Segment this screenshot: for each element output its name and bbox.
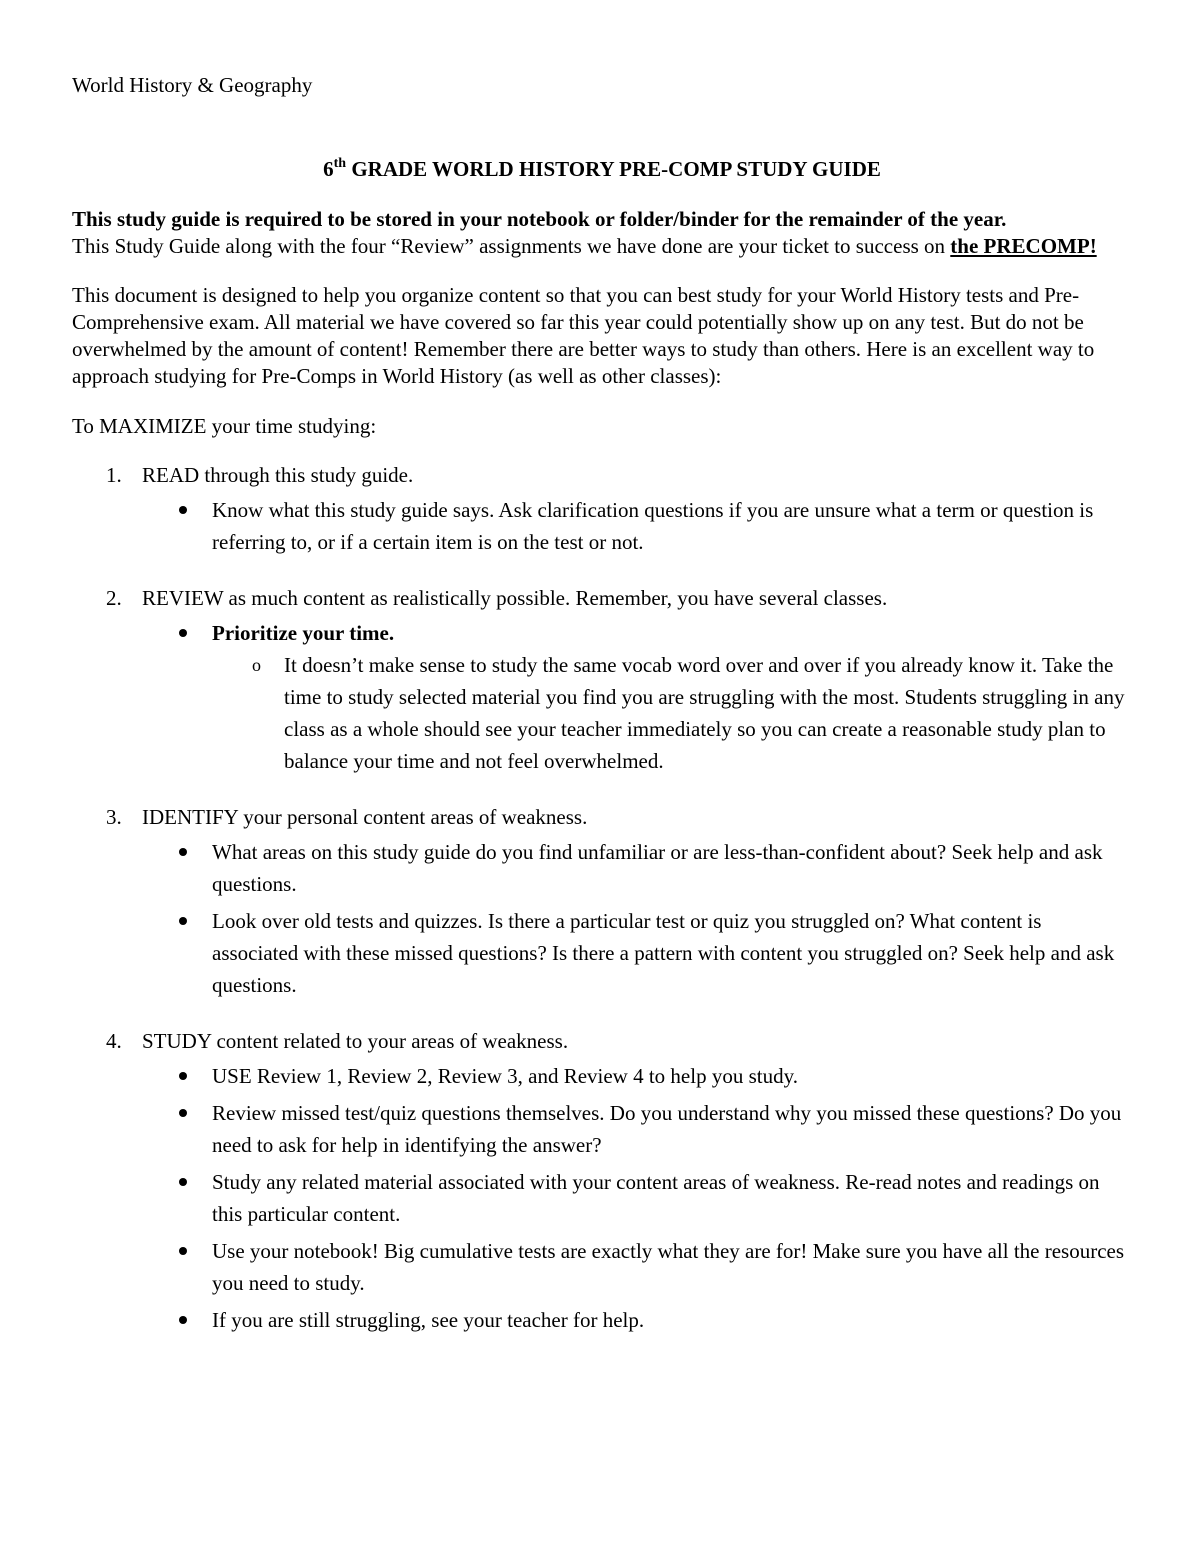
list-item: [212, 1166, 1132, 1230]
bullet-icon: [179, 917, 187, 925]
list-item: [212, 836, 1132, 900]
step-number: 4.: [106, 1029, 122, 1053]
step-1: [72, 462, 1132, 489]
maximize-line: To MAXIMIZE your time studying:: [72, 414, 377, 438]
bullet-text: Prioritize your time.: [212, 621, 395, 645]
step-3-bullets: [72, 836, 1132, 1001]
step-number: 2.: [106, 586, 122, 610]
bullet-text: Use your notebook! Big cumulative tests are exactly what they are for! Make sure you have all the resources you need to study.: [212, 1239, 1125, 1295]
step-number: 3.: [106, 805, 122, 829]
bullet-text: Review missed test/quiz questions themselves. Do you understand why you missed these questions? Do you need to ask for help in identifying the answer?: [212, 1101, 1122, 1157]
step-2: [72, 585, 1132, 612]
step-text: READ through this study guide.: [142, 463, 414, 487]
step-text: IDENTIFY your personal content areas of weakness.: [142, 805, 588, 829]
step-4: [72, 1028, 1132, 1055]
page-title: [72, 154, 1132, 184]
precomp-emphasis: the PRECOMP!: [950, 234, 1097, 258]
step-1-bullets: [72, 494, 1132, 558]
intro-paragraph: [72, 206, 1132, 260]
step-3: [72, 804, 1132, 831]
step-text: STUDY content related to your areas of weakness.: [142, 1029, 569, 1053]
grade-suffix: th: [333, 156, 347, 171]
list-item: [212, 1304, 1132, 1336]
course-header: World History & Geography: [72, 73, 313, 97]
bullet-text: If you are still struggling, see your teacher for help.: [212, 1308, 645, 1332]
grade-number: 6: [323, 157, 334, 181]
step-2-bullets: [72, 617, 1132, 777]
bullet-text: USE Review 1, Review 2, Review 3, and Review 4 to help you study.: [212, 1064, 798, 1088]
list-item: [212, 1060, 1132, 1092]
title-text: GRADE WORLD HISTORY PRE-COMP STUDY GUIDE: [346, 157, 881, 181]
intro-bold-sentence: This study guide is required to be stored in your notebook or folder/binder for the remainder of the year.: [72, 207, 1007, 231]
step-4-bullets: [72, 1060, 1132, 1336]
list-item: [212, 1235, 1132, 1299]
bullet-text: Look over old tests and quizzes. Is there a particular test or quiz you struggled on? What content is associated with these missed questions? Is there a pattern with content you struggled on? Seek help and ask questions.: [212, 909, 1115, 997]
circle-bullet-icon: o: [252, 655, 261, 675]
bullet-icon: [179, 1072, 187, 1080]
sub-bullet-text: It doesn’t make sense to study the same vocab word over and over if you already know it. Take the time to study selected material you find you are struggling with the most. Students struggling in any class as a whole should see your teacher immediately so you can create a reasonable study plan to balance your time and not feel overwhelmed.: [284, 653, 1125, 773]
bullet-icon: [179, 848, 187, 856]
bullet-icon: [179, 506, 187, 514]
list-item: [212, 905, 1132, 1001]
sub-list-item: [252, 649, 1132, 777]
bullet-text: Study any related material associated with your content areas of weakness. Re-read notes and readings on this particular content.: [212, 1170, 1100, 1226]
step-number: 1.: [106, 463, 122, 487]
step-2-subbullets: [212, 649, 1132, 777]
bullet-icon: [179, 1247, 187, 1255]
bullet-text: Know what this study guide says. Ask clarification questions if you are unsure what a term or question is referring to, or if a certain item is on the test or not.: [212, 498, 1094, 554]
list-item: [212, 617, 1132, 777]
bullet-icon: [179, 1316, 187, 1324]
intro-sentence: This Study Guide along with the four “Review” assignments we have done are your ticket to success on: [72, 234, 951, 258]
bullet-icon: [179, 1109, 187, 1117]
bullet-text: What areas on this study guide do you find unfamiliar or are less-than-confident about? Seek help and ask questions.: [212, 840, 1103, 896]
list-item: [212, 494, 1132, 558]
bullet-icon: [179, 1178, 187, 1186]
list-item: [212, 1097, 1132, 1161]
step-text: REVIEW as much content as realistically possible. Remember, you have several classes.: [142, 586, 888, 610]
description-paragraph: This document is designed to help you organize content so that you can best study for your World History tests and Pre-Comprehensive exam. All material we have covered so far this year could potentially show up on any test. But do not be overwhelmed by the amount of content! Remember there are better ways to study than others. Here is an excellent way to approach studying for Pre-Comps in World History (as well as other classes):: [72, 283, 1095, 388]
bullet-icon: [179, 629, 187, 637]
document-page: [72, 70, 1132, 1341]
